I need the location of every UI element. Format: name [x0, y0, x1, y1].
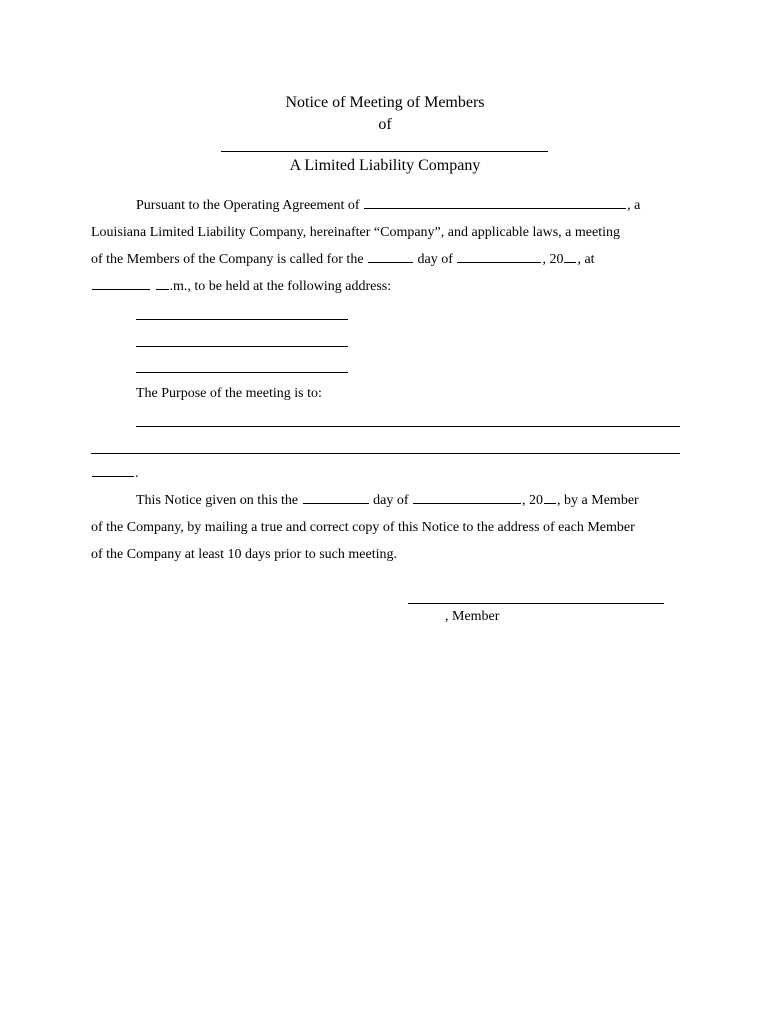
notice-given-text: This Notice given on this the: [136, 493, 299, 508]
signature-line: [408, 603, 664, 604]
paragraph1-line4: [91, 279, 391, 295]
address-line-3: [136, 372, 348, 373]
address-line-1: [136, 319, 348, 320]
line1-end-text: , a: [627, 198, 641, 213]
paragraph1-line3: [91, 252, 595, 268]
notice-year-prefix: , 20: [522, 493, 544, 508]
called-for-text: of the Members of the Company is called for the: [91, 252, 364, 267]
notice-day-field: [303, 502, 369, 504]
purpose-line-3: [91, 466, 139, 482]
meeting-month-field: [457, 261, 541, 263]
company-name-blank: [221, 151, 548, 152]
address-line-2: [136, 346, 348, 347]
notice-day-of-text: day of: [373, 493, 409, 508]
company-name-field: [364, 207, 626, 209]
document-title: Notice of Meeting of Members: [285, 94, 485, 111]
notice-line3: of the Company at least 10 days prior to such meeting.: [91, 547, 397, 562]
meeting-time-field: [92, 288, 150, 290]
paragraph1-line2: Louisiana Limited Liability Company, hereinafter “Company”, and applicable laws, a meeting: [91, 225, 620, 240]
time-suffix-text: .m., to be held at the following address:: [169, 279, 392, 294]
notice-year-field: [544, 502, 556, 504]
company-type-heading: A Limited Liability Company: [289, 157, 481, 174]
meeting-ampm-field: [156, 288, 169, 290]
notice-line2: of the Company, by mailing a true and correct copy of this Notice to the address of each Member: [91, 520, 635, 535]
at-text: , at: [577, 252, 595, 267]
signature-label: , Member: [445, 609, 500, 624]
notice-line1-end: , by a Member: [557, 493, 639, 508]
year-prefix-text: , 20: [542, 252, 564, 267]
meeting-day-field: [368, 261, 413, 263]
paragraph1-line1: [136, 198, 640, 214]
meeting-year-field: [564, 261, 576, 263]
notice-month-field: [413, 502, 521, 504]
notice-line1: [136, 493, 639, 509]
purpose-line-2: [91, 453, 680, 454]
purpose-end-punct: .: [135, 466, 139, 481]
operating-agreement-text: Pursuant to the Operating Agreement of: [136, 198, 360, 213]
purpose-end-field: [92, 475, 134, 477]
day-of-text: day of: [417, 252, 453, 267]
purpose-line-1: [136, 426, 680, 427]
title-of: of: [378, 116, 392, 133]
purpose-label: The Purpose of the meeting is to:: [136, 386, 322, 401]
